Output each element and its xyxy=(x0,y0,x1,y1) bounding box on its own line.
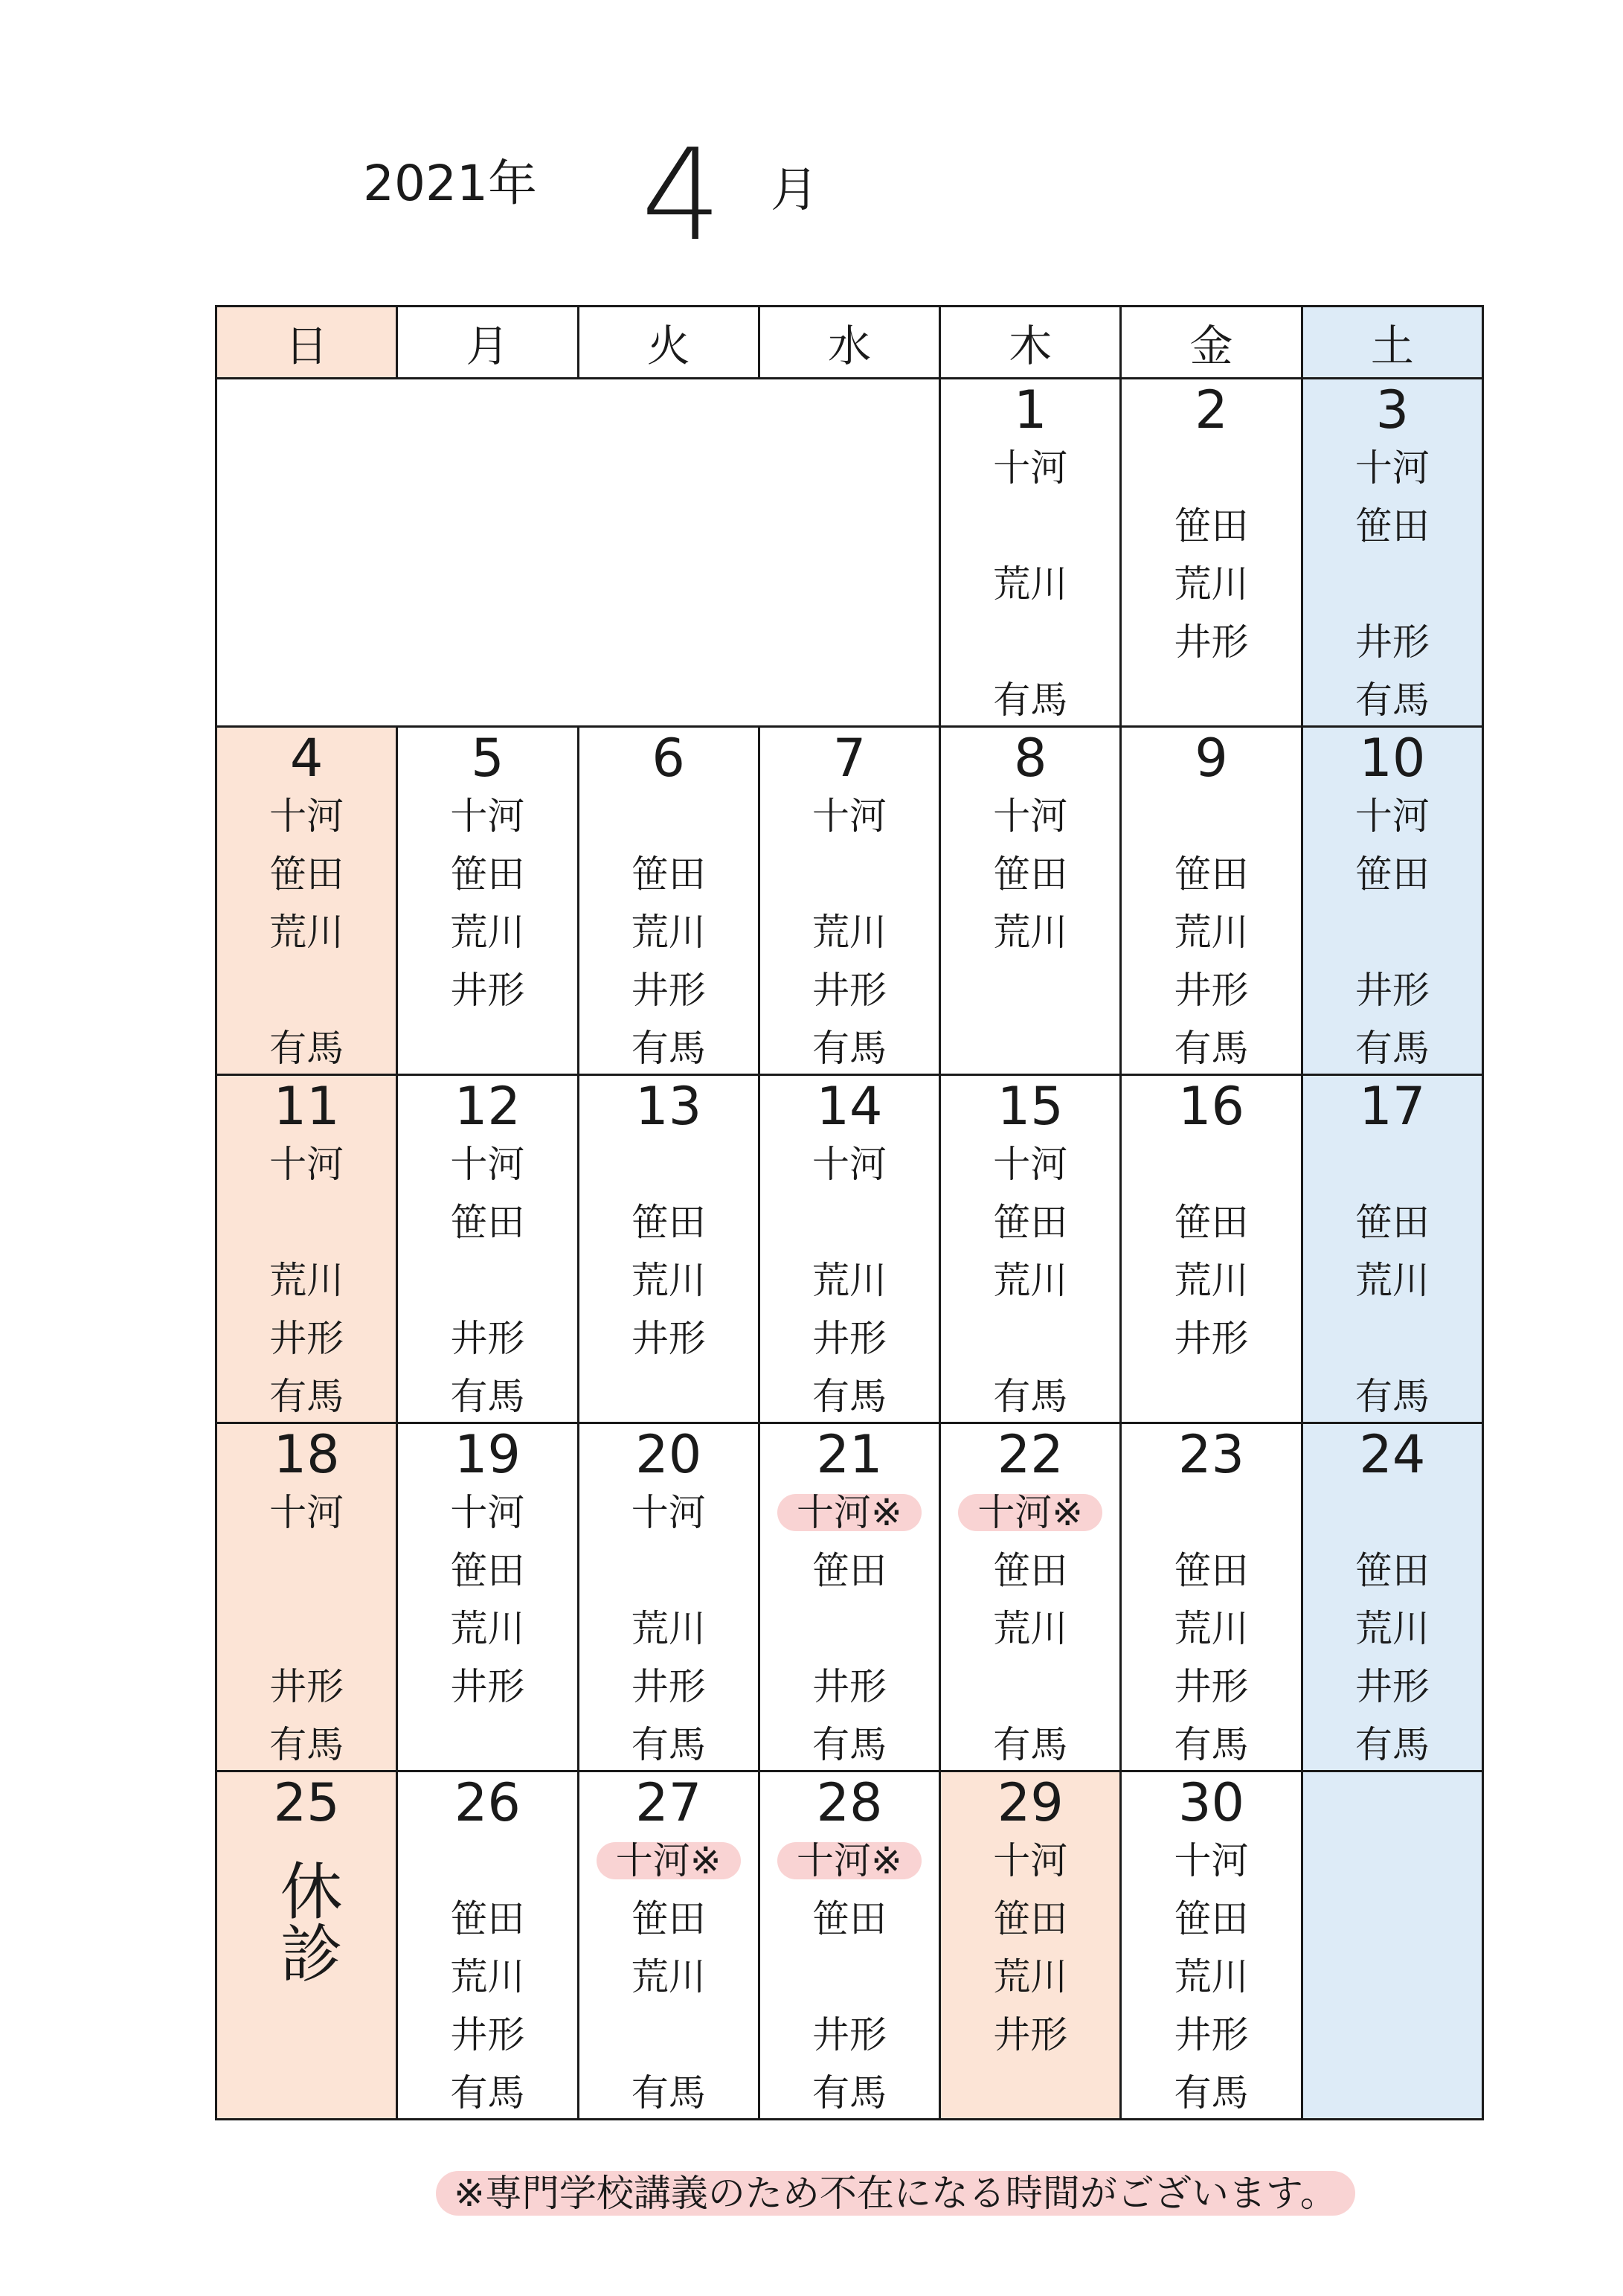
week-row xyxy=(216,1075,1483,1423)
day-cell xyxy=(216,727,397,1075)
staff-name: 笹田 xyxy=(1174,1897,1249,1940)
day-number: 12 xyxy=(454,1076,521,1137)
staff-name: 十河 xyxy=(269,1143,344,1186)
staff-name: 荒川 xyxy=(1174,1607,1249,1650)
staff-name: 十河※ xyxy=(597,1842,741,1879)
staff-name: 笹田 xyxy=(450,1201,525,1244)
day-cell xyxy=(759,1771,939,2120)
staff-name: 荒川 xyxy=(450,1607,525,1650)
day-number: 29 xyxy=(997,1772,1064,1833)
day-cell xyxy=(1121,1771,1302,2120)
staff-name: 笹田 xyxy=(1354,853,1430,896)
day-cell xyxy=(1121,727,1302,1075)
day-number: 1 xyxy=(1013,379,1047,440)
day-number: 27 xyxy=(635,1772,702,1833)
staff-name: 荒川 xyxy=(993,1259,1068,1302)
day-number: 7 xyxy=(832,728,867,789)
day-number: 22 xyxy=(997,1424,1064,1485)
staff-name: 有馬 xyxy=(812,1723,887,1766)
staff-name: 有馬 xyxy=(1354,679,1430,722)
staff-name: 荒川 xyxy=(1354,1607,1430,1650)
staff-name: 井形 xyxy=(450,2013,525,2056)
staff-name: 井形 xyxy=(1354,1665,1430,1708)
day-cell xyxy=(216,1423,397,1771)
staff-name: 十河 xyxy=(1354,446,1430,490)
staff-name: 有馬 xyxy=(450,1375,525,1418)
staff-name: 十河※ xyxy=(777,1494,922,1531)
staff-name: 荒川 xyxy=(631,1955,706,1998)
staff-name: 井形 xyxy=(812,2013,887,2056)
staff-name: 十河 xyxy=(812,795,887,838)
weekday-wed: 水 xyxy=(759,307,939,379)
staff-name: 井形 xyxy=(631,969,706,1012)
day-number: 9 xyxy=(1195,728,1228,789)
weekday-sun: 日 xyxy=(216,307,397,379)
staff-name: 荒川 xyxy=(993,911,1068,954)
staff-name: 荒川 xyxy=(450,1955,525,1998)
staff-name: 十河 xyxy=(993,795,1068,838)
weekday-tue: 火 xyxy=(578,307,759,379)
day-number: 11 xyxy=(273,1076,340,1137)
day-number: 28 xyxy=(816,1772,883,1833)
staff-name: 荒川 xyxy=(993,562,1068,606)
day-cell xyxy=(578,1771,759,2120)
staff-name: 井形 xyxy=(1354,969,1430,1012)
staff-name: 笹田 xyxy=(631,853,706,896)
weekday-mon: 月 xyxy=(397,307,578,379)
day-number: 18 xyxy=(273,1424,340,1485)
title-month-suffix: 月 xyxy=(771,163,818,218)
staff-name: 井形 xyxy=(631,1317,706,1360)
weekday-fri: 金 xyxy=(1121,307,1302,379)
day-cell xyxy=(759,1075,939,1423)
day-cell xyxy=(940,1423,1121,1771)
staff-name: 十河 xyxy=(450,1491,525,1534)
day-number: 13 xyxy=(635,1076,702,1137)
title-year: 2021年 xyxy=(363,155,537,212)
week-row xyxy=(216,1423,1483,1771)
staff-name: 井形 xyxy=(993,2013,1068,2056)
staff-name: 荒川 xyxy=(269,911,344,954)
staff-name: 井形 xyxy=(1174,1317,1249,1360)
staff-name: 荒川 xyxy=(1174,562,1249,606)
staff-name: 笹田 xyxy=(1354,1549,1430,1592)
closed-label: 休診 xyxy=(270,1859,344,1984)
staff-name: 十河 xyxy=(450,795,525,838)
staff-name: 十河 xyxy=(269,795,344,838)
staff-name: 有馬 xyxy=(1354,1375,1430,1418)
day-number: 25 xyxy=(273,1772,340,1833)
day-cell xyxy=(1302,379,1482,727)
staff-name: 荒川 xyxy=(1174,1259,1249,1302)
staff-name: 井形 xyxy=(1174,621,1249,664)
staff-name: 笹田 xyxy=(450,853,525,896)
day-number: 21 xyxy=(816,1424,883,1485)
staff-name: 十河 xyxy=(269,1491,344,1534)
staff-name: 笹田 xyxy=(269,853,344,896)
staff-name: 荒川 xyxy=(631,911,706,954)
day-number: 4 xyxy=(289,728,324,789)
day-cell xyxy=(1121,379,1302,727)
day-number: 14 xyxy=(816,1076,883,1137)
day-cell xyxy=(1302,727,1482,1075)
staff-name: 十河 xyxy=(631,1491,706,1534)
staff-name: 有馬 xyxy=(1174,1723,1249,1766)
weekday-header-row xyxy=(216,307,1483,379)
staff-name: 十河 xyxy=(993,446,1068,490)
day-number: 5 xyxy=(471,728,504,789)
day-number: 16 xyxy=(1178,1076,1245,1137)
staff-name: 荒川 xyxy=(993,1607,1068,1650)
staff-name: 笹田 xyxy=(1354,504,1430,548)
staff-name: 笹田 xyxy=(631,1201,706,1244)
staff-name: 井形 xyxy=(450,1317,525,1360)
staff-name: 笹田 xyxy=(1174,504,1249,548)
staff-name: 荒川 xyxy=(1174,1955,1249,1998)
day-number: 24 xyxy=(1359,1424,1426,1485)
staff-name: 十河※ xyxy=(777,1842,922,1879)
staff-name: 有馬 xyxy=(269,1375,344,1418)
staff-name: 笹田 xyxy=(1174,853,1249,896)
staff-name: 井形 xyxy=(1174,1665,1249,1708)
staff-name: 十河 xyxy=(450,1143,525,1186)
staff-name: 笹田 xyxy=(631,1897,706,1940)
week-row xyxy=(216,1771,1483,2120)
staff-name: 有馬 xyxy=(812,1027,887,1070)
day-number: 19 xyxy=(454,1424,521,1485)
staff-name: 有馬 xyxy=(269,1027,344,1070)
staff-name: 笹田 xyxy=(1174,1201,1249,1244)
day-cell xyxy=(578,727,759,1075)
staff-name: 荒川 xyxy=(450,911,525,954)
staff-name: 井形 xyxy=(450,1665,525,1708)
day-number: 26 xyxy=(454,1772,521,1833)
day-cell xyxy=(578,1075,759,1423)
staff-name: 笹田 xyxy=(993,1897,1068,1940)
week-row xyxy=(216,379,1483,727)
staff-name: 有馬 xyxy=(812,2071,887,2114)
day-number: 15 xyxy=(997,1076,1064,1137)
staff-name: 笹田 xyxy=(812,1549,887,1592)
staff-name: 有馬 xyxy=(1174,2071,1249,2114)
staff-name: 笹田 xyxy=(450,1549,525,1592)
day-cell xyxy=(216,1075,397,1423)
staff-name: 有馬 xyxy=(631,1027,706,1070)
staff-name: 有馬 xyxy=(450,2071,525,2114)
staff-name: 笹田 xyxy=(993,1201,1068,1244)
day-cell xyxy=(397,727,578,1075)
day-number: 30 xyxy=(1178,1772,1245,1833)
staff-name: 井形 xyxy=(812,1665,887,1708)
staff-name: 十河 xyxy=(1174,1839,1249,1882)
staff-name: 井形 xyxy=(1174,2013,1249,2056)
staff-name: 井形 xyxy=(812,1317,887,1360)
staff-name: 荒川 xyxy=(631,1259,706,1302)
staff-name: 井形 xyxy=(1354,621,1430,664)
staff-name: 荒川 xyxy=(1354,1259,1430,1302)
empty-cell xyxy=(1302,1771,1482,2120)
title-month-number: 4 xyxy=(641,122,722,269)
day-number: 23 xyxy=(1178,1424,1245,1485)
staff-name: 井形 xyxy=(631,1665,706,1708)
day-number: 10 xyxy=(1359,728,1426,789)
staff-name: 有馬 xyxy=(812,1375,887,1418)
day-number: 17 xyxy=(1359,1076,1426,1137)
staff-name: 荒川 xyxy=(993,1955,1068,1998)
staff-name: 有馬 xyxy=(1354,1027,1430,1070)
staff-name: 井形 xyxy=(269,1665,344,1708)
week-row xyxy=(216,727,1483,1075)
day-cell xyxy=(940,379,1121,727)
weekday-thu: 木 xyxy=(940,307,1121,379)
day-cell xyxy=(940,727,1121,1075)
calendar-grid xyxy=(215,305,1484,2120)
empty-cell xyxy=(216,379,940,727)
staff-name: 笹田 xyxy=(812,1897,887,1940)
calendar-title xyxy=(0,0,1623,298)
day-number: 8 xyxy=(1013,728,1047,789)
day-number: 6 xyxy=(652,728,685,789)
staff-name: 有馬 xyxy=(1354,1723,1430,1766)
staff-name: 十河 xyxy=(1354,795,1430,838)
day-cell xyxy=(1121,1423,1302,1771)
staff-name: 有馬 xyxy=(631,2071,706,2114)
staff-name: 笹田 xyxy=(1174,1549,1249,1592)
staff-name: 有馬 xyxy=(993,1375,1068,1418)
staff-name: 十河 xyxy=(993,1839,1068,1882)
day-cell xyxy=(1121,1075,1302,1423)
day-cell xyxy=(940,1075,1121,1423)
staff-name: 荒川 xyxy=(812,1259,887,1302)
staff-name: 十河 xyxy=(993,1143,1068,1186)
day-number: 20 xyxy=(635,1424,702,1485)
staff-name: 荒川 xyxy=(269,1259,344,1302)
day-cell xyxy=(216,1771,397,2120)
staff-name: 荒川 xyxy=(812,911,887,954)
staff-name: 井形 xyxy=(1174,969,1249,1012)
staff-name: 井形 xyxy=(812,969,887,1012)
staff-name: 有馬 xyxy=(993,1723,1068,1766)
staff-name: 笹田 xyxy=(1354,1201,1430,1244)
day-number: 3 xyxy=(1375,379,1410,440)
footnote: ※専門学校講義のため不在になる時間がございます。 xyxy=(436,2171,1355,2216)
staff-name: 有馬 xyxy=(269,1723,344,1766)
staff-name: 笹田 xyxy=(993,1549,1068,1592)
staff-name: 有馬 xyxy=(1174,1027,1249,1070)
day-cell xyxy=(759,1423,939,1771)
day-number: 2 xyxy=(1195,379,1228,440)
staff-name: 井形 xyxy=(450,969,525,1012)
day-cell xyxy=(940,1771,1121,2120)
staff-name: 十河 xyxy=(812,1143,887,1186)
staff-name: 有馬 xyxy=(993,679,1068,722)
day-cell xyxy=(397,1423,578,1771)
staff-name: 十河※ xyxy=(958,1494,1102,1531)
day-cell xyxy=(397,1771,578,2120)
day-cell xyxy=(397,1075,578,1423)
staff-name: 有馬 xyxy=(631,1723,706,1766)
staff-name: 荒川 xyxy=(1174,911,1249,954)
day-cell xyxy=(1302,1075,1482,1423)
day-cell xyxy=(759,727,939,1075)
staff-name: 荒川 xyxy=(631,1607,706,1650)
day-cell xyxy=(578,1423,759,1771)
weekday-sat: 土 xyxy=(1302,307,1482,379)
staff-name: 笹田 xyxy=(450,1897,525,1940)
staff-name: 笹田 xyxy=(993,853,1068,896)
staff-name: 井形 xyxy=(269,1317,344,1360)
day-cell xyxy=(1302,1423,1482,1771)
